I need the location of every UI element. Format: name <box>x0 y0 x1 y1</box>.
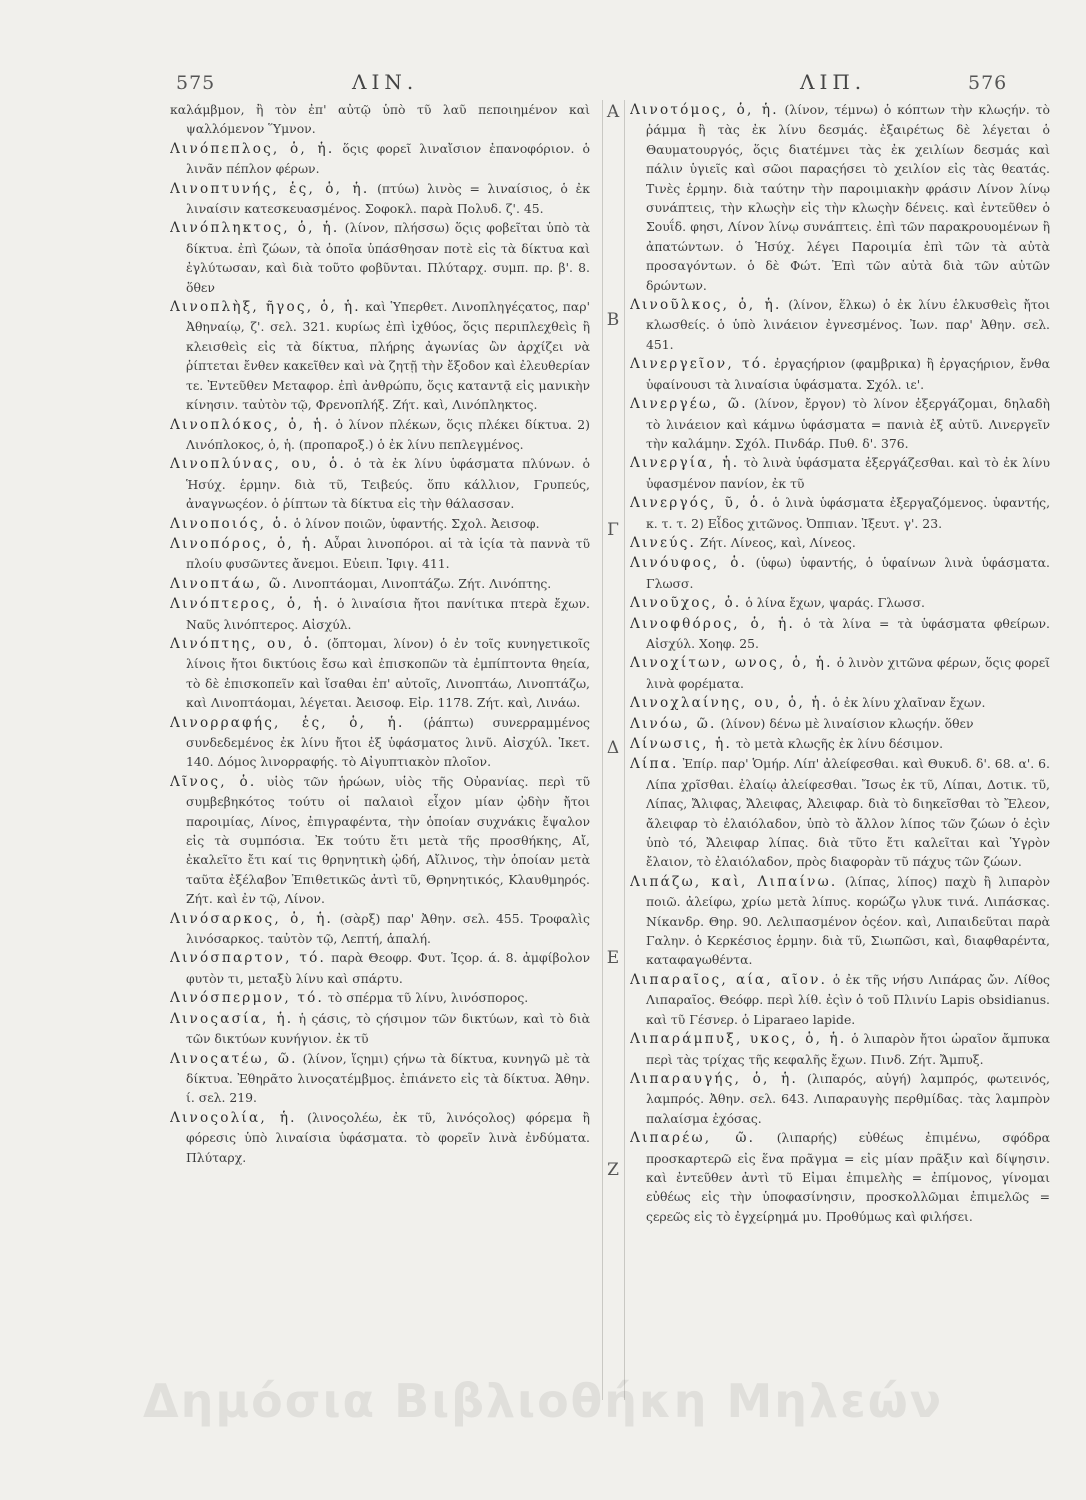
entry-definition: ὁ ἐκ τῆς νήσυ Λιπάρας ὤν. Λίθος Λιπαραῖος. Θεόφρ. περὶ λίθ. ἐςὶν ὁ τοῦ Πλινίυ Lapis obsidianus. καὶ τῦ Γέσνερ. ὁ Liparaeo lapide. <box>646 971 1050 1027</box>
entry-definition: ὅςις φορεῖ λιναἴσιον ἐπανοφόριον. ὁ λινᾶν πέπλον φέρων. <box>186 140 590 177</box>
right-page-number: 576 <box>968 72 1008 94</box>
entry-headword: Λινοτόμος, ὁ, ἡ. <box>630 102 779 118</box>
entry-definition: Λινοπτάομαι, Λινοπτάζω. Ζήτ. Λινόπτης. <box>292 575 552 591</box>
margin-letter-zeta: Ζ <box>607 1160 619 1180</box>
entry-definition: (λίπας, λίπος) παχὺ ἢ λιπαρὸν ποιῶ. ἀλείφω, χρίω μετὰ λίπυς. κορώζω γλυκ τινά. Λιπάσκας. Νίκανδρ. Θηρ. 90. Λελιπασμένον ὀςέον. καὶ, Λιπαιδεῦται παρὰ Γαλην. ὁ Κερκέσιος ἑρμην. διὰ τῦ, Σιωπῶσι, καὶ, διαφθαρέντα, καταφαγωθέντα. <box>646 873 1050 968</box>
entry-headword: Λινοπόρος, ὁ, ἡ. <box>170 535 319 552</box>
dictionary-entry <box>170 218 590 297</box>
right-running-head: ΛΙΠ. <box>800 70 867 94</box>
entry-definition: ἡ ςάσις, τὸ ςήσιμον τῶν δικτύων, καὶ τὸ διὰ τῶν δικτύων κυνήγιον. ἐκ τῦ <box>186 1010 590 1047</box>
dictionary-entry <box>170 1009 590 1049</box>
margin-rule-right <box>624 100 625 1400</box>
dictionary-entry <box>170 179 590 219</box>
dictionary-entry <box>630 354 1050 394</box>
entry-headword: Λιπαραυγής, ὁ, ἡ. <box>630 1070 798 1087</box>
dictionary-entry <box>630 1029 1050 1069</box>
dictionary-entry <box>170 909 590 949</box>
entry-headword: Λινοποιός, ὁ. <box>170 515 290 532</box>
entry-definition: καὶ Ὑπερθετ. Λινοπληγέςατος, παρ' Ἀθηναίῳ, ζ'. σελ. 321. κυρίως ἐπὶ ἰχθύος, ὅςις περιπλεχθεὶς ἢ κλεισθεὶς εἰς τὰ δίκτυα, πλήρης ἀγωνίας ὢν ἀρχίζει νὰ ῥίπτεται ἔνθεν κακεῖθεν καὶ νὰ ζητῇ τὴν ἔξοδον καὶ ἐλευθερίαν τε. Ἐντεῦθεν Μεταφορ. ἐπὶ ἀνθρώπυ, ὅςις καταντᾷ εἰς μανικὴν κίνησιν. ταὐτὸν τῷ, Φρενοπλήξ. Ζήτ. καὶ, Λινόπληκτος. <box>186 299 590 413</box>
entry-definition: (σὰρξ) παρ' Ἀθην. σελ. 455. Τροφαλὶς λινόσαρκος. ταὐτὸν τῷ, Λεπτή, ἁπαλή. <box>186 910 590 947</box>
entry-headword: Λίνωσις, ἡ. <box>630 736 733 752</box>
left-running-head: ΛΙΝ. <box>352 70 419 94</box>
entry-headword: Λινεύς. <box>630 534 697 551</box>
entry-definition: ὁ τὰ λίνα = τὰ ὑφάσματα φθείρων. Αἰσχύλ. Χοηφ. 25. <box>646 615 1050 651</box>
entry-definition: καλάμβμον, ἢ τὸν ἐπ' αὐτῷ ὑπὸ τῦ λαῦ πεποιημένον καὶ ψαλλόμενον Ὕμνον. <box>170 102 590 137</box>
entry-definition: (λίνον, πλήσσω) ὅςις φοβεῖται ὑπὸ τὰ δίκτυα. ἐπὶ ζώων, τὰ ὁποῖα ὑπάσθησαν ποτὲ εἰς τὰ δίκτυα καὶ ἐγλύτωσαν, καὶ διὰ τοῦτο φοβῦνται. Πλύταρχ. συμπ. πρ. β'. 8. ὅθεν <box>186 220 590 295</box>
entry-headword: Λιπαράμπυξ, υκος, ὁ, ἡ. <box>630 1031 847 1048</box>
dictionary-entry <box>630 533 1050 553</box>
entry-definition: παρὰ Θεοφρ. Φυτ. Ἱςορ. ά. 8. ἀμφίβολον φυτὸν τι, μεταξὺ λίνυ καὶ σπάρτυ. <box>186 950 590 986</box>
dictionary-entry <box>170 1049 590 1108</box>
entry-headword: Λινοπτυνής, ἑς, ὁ, ἡ. <box>170 180 370 197</box>
entry-headword: Λινοχίτων, ωνος, ὁ, ἡ. <box>630 655 833 672</box>
entry-definition: υἱὸς τῶν ἡρώων, υἱὸς τῆς Οὐρανίας. περὶ τῦ συμβεβηκότος τούτυ οἱ παλαιοὶ εἶχον μίαν ᾠδὴν ἤτοι παροιμίας, Λίνος, ἐπιγραφέντα, τὴν ὁποίαν συχνάκις ἔψαλον εἰς τὰ συμπόσια. Ἐκ τούτυ ἔτι μετὰ τῆς προσθήκης, Αἴ, ἐκαλεῖτο ἔτι καί τις θρηνητικὴ ᾠδή, Αἴλινος, τὴν ὁποίαν μετὰ ταῦτα ἐξέλαβον Ἐπιθετικῶς ἀντὶ τῦ, Θρηνητικός, Κλαυθμηρός. Ζήτ. καὶ ἐν τῷ, Λίνον. <box>186 773 590 907</box>
entry-definition: τὸ σπέρμα τῦ λίνυ, λινόσπορος. <box>327 990 529 1006</box>
margin-letter-delta: Δ <box>606 738 620 758</box>
entry-definition: Ἐπίρ. παρ' Ὁμήρ. Λίπ' ἀλείφεσθαι. καὶ Θυκυδ. δ'. 68. α'. 6. Λίπα χρῖσθαι. ἐλαίῳ ἀλείφεσθαι. Ἴσως ἐκ τῦ, Λίπαι, Δοτικ. τῦ, Λίπας, Ἄλιφας, Ἄλειφας, Ἀλειφαρ. διὰ τὸ διηκεῖσθαι τὸ Ἔλεον, ἄλειφαρ τὸ ἐλαιόλαδον, ὑπὸ τὸ ἄλλον λίπος τῶν ζώων ὁ ἐςὶν ὑπὸ τό, Ἄλειφαρ λίπας. διὰ τῦτο ἔτι καλεῖται καὶ Ὑγρὸν ἔλαιον, τὸ ἐλαιόλαδον, πρὸς διαφορὰν τῦ πάχυς τῶν ζώων. <box>646 756 1050 870</box>
entry-headword: Λινεργέω, ῶ. <box>630 396 748 413</box>
entry-headword: Λινοχλαίνης, ου, ὁ, ἡ. <box>630 695 829 712</box>
dictionary-entry <box>170 139 590 179</box>
entry-headword: Λιπάζω, καὶ, Λιπαίνω. <box>630 873 838 890</box>
dictionary-entry <box>630 1128 1050 1226</box>
margin-letter-epsilon: Ε <box>606 948 620 968</box>
dictionary-entry <box>170 713 590 772</box>
entry-definition: (λίνον, ἕλκω) ὁ ἐκ λίνυ ἑλκυσθεὶς ἤτοι κλωσθείς. ὁ ὑπὸ λινάειον ἐγνεσμένος. Ἰων. παρ' Ἀθην. σελ. 451. <box>646 297 1050 352</box>
left-page-number: 575 <box>176 72 216 94</box>
entry-definition: ἐργαςήριον (φαμβρικα) ἢ ἐργαςήριον, ἔνθα ὑφαίνουσι τὰ λιναίσια ὑφάσματα. Σχόλ. ιε'. <box>646 356 1050 392</box>
entry-definition: (λίνον, τέμνω) ὁ κόπτων τὴν κλωςήν. τὸ ῥάμμα ἢ τὰς ἐκ λίνυ δεσμάς. ἐξαιρέτως δὲ λέγεται ὁ Θαυματουργός, ὅςις διατέμνει τὰς ἐκ χειλίων δεσμάς καὶ πάλιν ὑγιεῖς καὶ σῶοι παραςήσει τὸ χειλίον εἰς τὰς θεατάς. Τινὲς ἑρμην. διὰ ταύτην τὴν παροιμιακὴν φράσιν Λίνον λίνῳ συνάπτεις, τὴν κλωςὴν εἰς τὴν κλωςὴν δένεις. καὶ ἐντεῦθεν ὁ Σουΐδ. φησι, Λίνον λίνῳ συνάπτεις. ἐπὶ τῶν παρακρουομένων ἢ ἀπατώντων. ὁ Ἡσύχ. λέγει Παροιμία ἐπὶ τῶν τὰ αὐτὰ προσαγόντων. ὁ δὲ Φώτ. Ἐπὶ τῶν αὐτὰ διὰ τῶν αὐτῶν δρώντων. <box>646 102 1050 293</box>
dictionary-entry <box>630 734 1050 754</box>
right-column <box>630 100 1050 1390</box>
entry-headword: Λινοπτάω, ῶ. <box>170 575 289 592</box>
entry-headword: Λινοπλύνας, ου, ὁ. <box>170 456 346 473</box>
dictionary-entry <box>630 453 1050 493</box>
entry-headword: Λινόσπαρτον, τό. <box>170 950 327 967</box>
entry-headword: Λινορραφής, ἑς, ὁ, ἡ. <box>170 714 405 731</box>
entry-definition: (λιπαρός, αὐγή) λαμπρός, φωτεινός, λαμπρός. Ἀθην. σελ. 643. Λιπαραυγὴς περθμίδας. τὰς λαμπρὸν παλαίσμα ἐχόσας. <box>646 1070 1050 1126</box>
entry-headword: Λινόπεπλος, ὁ, ἡ. <box>170 140 335 157</box>
margin-letter-beta: Β <box>606 310 620 330</box>
entry-definition: ὁ λίνον ποιῶν, ὑφαντής. Σχολ. Ἀεισοφ. <box>293 515 540 531</box>
entry-headword: Λινοῦχος, ὁ. <box>630 595 742 612</box>
entry-headword: Λινοςασία, ἡ. <box>170 1010 294 1027</box>
dictionary-entry <box>630 970 1050 1029</box>
dictionary-entry <box>630 394 1050 453</box>
entry-headword: Λίπα. <box>630 756 679 773</box>
entry-headword: Λιπαρέω, ῶ. <box>630 1130 756 1147</box>
entry-headword: Λινόπτερος, ὁ, ἡ. <box>170 596 331 613</box>
entry-headword: Λινοφθόρος, ὁ, ἡ. <box>630 615 796 632</box>
entry-headword: Λινοςατέω, ῶ. <box>170 1050 298 1067</box>
entry-definition: ὁ τὰ ἐκ λίνυ ὑφάσματα πλύνων. ὁ Ἡσύχ. ἑρμην. διὰ τῦ, Τειβεύς. ὅπυ κάλλιον, Γρυπεύς, ἀναγνωςέον. ὁ ῥίπτων τὰ δίκτυα εἰς τὴν θάλασσαν. <box>186 456 590 512</box>
margin-rule-left <box>602 100 603 1400</box>
entry-headword: Λινεργός, ῦ, ὁ. <box>630 495 767 512</box>
dictionary-entry <box>170 634 590 713</box>
dictionary-entry <box>170 772 590 909</box>
entry-definition: (ῥάπτω) συνερραμμένος συνδεδεμένος ἐκ λίνυ ἤτοι ἐξ ὑφάσματος λινῦ. Αἰσχύλ. Ἱκετ. 140. Δόμος λινορραφής. τὸ Αἰγυπτιακὸν πλοῖον. <box>186 714 590 770</box>
entry-headword: Λινοπλόκος, ὁ, ἡ. <box>170 416 331 433</box>
entry-headword: Λινοῦλκος, ὁ, ἡ. <box>630 297 782 314</box>
dictionary-entry <box>630 754 1050 871</box>
entry-definition: ὁ ἐκ λίνυ χλαῖναν ἔχων. <box>832 695 986 711</box>
entry-definition: ὁ λίνα ἔχων, ψαράς. Γλωσσ. <box>745 595 925 611</box>
entry-definition: (ὑφω) ὑφαντής, ὁ ὑφαίνων λινὰ ὑφάσματα. Γλωσσ. <box>646 555 1050 591</box>
dictionary-entry <box>170 594 590 634</box>
entry-definition: (λίνον, ἔργον) τὸ λίνον ἐξεργάζομαι, δηλαδὴ τὸ λινάειον καὶ κάμνω ὑφάσματα = πανιὰ ἐξ αὐτῦ. Λινεργεῖν τὴν καλάμην. Σχόλ. Πινδάρ. Πυθ. δ'. 376. <box>646 396 1050 451</box>
entry-definition: (ὄπτομαι, λίνον) ὁ ἐν τοῖς κυνηγετικοῖς λίνοις ἤτοι δικτύοις ἔσω καὶ ἐπισκοπῶν τὰ ἐμπίπτοντα θηεία, τὸ δὲ ἐπισκοπεῖν καὶ ἴσαθαι ἐπ' αὐτοῖς, Λινοπτάω, Λινοπτάζω, καὶ Λινοπτάομαι, λέγεται. Ἀεισοφ. Εἰρ. 1178. Ζήτ. καὶ, Λινάω. <box>186 635 590 711</box>
dictionary-entry <box>170 415 590 455</box>
dictionary-entry <box>170 1108 590 1167</box>
margin-letter-gamma: Γ <box>607 520 619 540</box>
entry-definition: ὁ λιπαρὸν ἤτοι ὡραῖον ἄμπυκα περὶ τὰς τρίχας τῆς κεφαλῆς ἔχων. Πινδ. Ζήτ. Ἄμπυξ. <box>646 1031 1050 1067</box>
dictionary-entry <box>630 1069 1050 1128</box>
dictionary-entry <box>630 653 1050 693</box>
entry-definition: ὁ λίνον πλέκων, ὅςις πλέκει δίκτυα. 2) Λινόπλοκος, ὁ, ἡ. (προπαροξ.) ὁ ἐκ λίνυ πεπλεγμένος. <box>186 416 590 452</box>
left-column <box>170 100 590 1330</box>
entry-definition: (πτύω) λινὸς = λιναίσιος, ὁ ἐκ λιναίσιν κατεσκευασμένος. Σοφοκλ. παρὰ Πολυδ. ζ'. 45. <box>186 180 590 217</box>
entry-definition: τὸ λινὰ ὑφάσματα ἐξεργάζεσθαι. καὶ τὸ ἐκ λίνυ ὑφασμένον πανίον, ἐκ τῦ <box>646 455 1050 491</box>
dictionary-entry <box>170 454 590 513</box>
margin-letter-alpha: Α <box>606 102 620 122</box>
dictionary-entry <box>170 948 590 988</box>
entry-headword: Λινόσαρκος, ὁ, ἡ. <box>170 910 334 927</box>
entry-definition: (λίνον, ἵςημι) ςήνω τὰ δίκτυα, κυνηγῶ μὲ τὰ δίκτυα. Ἐθηρᾶτο λινοςατέμβμος. ἐπιάνετο εἰς τὰ δίκτυα. Ἀθην. ί. σελ. 219. <box>186 1050 590 1106</box>
entry-definition: (λιπαρής) εὐθέως ἐπιμένω, σφόδρα προσκαρτερῶ εἰς ἕνα πρᾶγμα = εἰς μίαν πρᾶξιν καὶ δίψησιν. καὶ ἐντεῦθεν ἀντὶ τῦ Εἰμαι ἐπιμελὴς = ἐπίμονος, γίνομαι εὐθέως εἰς τὴν ὑποφασίνησιν, προσκολλῶμαι ἐπιμελῶς = ςερεῶς εἰς τὸ ἐγχείρημά μυ. Προθύμως καὶ φιλήσει. <box>646 1130 1050 1224</box>
dictionary-entry <box>630 714 1050 734</box>
entry-headword: Λιπαραῖος, αία, αῖον. <box>630 971 828 988</box>
dictionary-entry <box>170 988 590 1008</box>
dictionary-entry <box>170 100 590 139</box>
entry-definition: ὁ λινὰ ὑφάσματα ἐξεργαζόμενος. ὑφαντής, κ. τ. τ. 2) Εἶδος χιτῶνος. Ὀππιαν. Ἰξευτ. γ'. 23. <box>646 495 1050 531</box>
dictionary-entry <box>630 614 1050 654</box>
entry-headword: Λινεργεῖον, τό. <box>630 356 769 373</box>
dictionary-entry <box>630 553 1050 593</box>
dictionary-entry <box>630 593 1050 613</box>
dictionary-entry <box>630 872 1050 970</box>
dictionary-entry <box>170 534 590 574</box>
dictionary-entry <box>170 297 590 414</box>
dictionary-entry <box>630 493 1050 533</box>
entry-headword: Λινοπλὴξ, ῆγος, ὁ, ἡ. <box>170 299 361 316</box>
entry-definition: Ζήτ. Λίνεος, καὶ, Λίνεος. <box>700 534 856 550</box>
dictionary-entry <box>170 574 590 594</box>
entry-definition: (λίνον) δένω μὲ λιναίσιον κλωςήν. ὅθεν <box>720 715 974 731</box>
entry-headword: Λινόπληκτος, ὁ, ἡ. <box>170 220 340 237</box>
entry-headword: Λινόω, ῶ. <box>630 715 717 732</box>
entry-definition: Αὖραι λινοπόροι. αἱ τὰ ἱςία τὰ παννὰ τῦ πλοίυ φυσῶντες ἄνεμοι. Εὐειπ. Ἰφιγ. 411. <box>186 535 590 572</box>
entry-headword: Λινοςολία, ἡ. <box>170 1109 297 1126</box>
entry-headword: Λῖνος, ὁ. <box>170 773 257 790</box>
dictionary-entry <box>630 100 1050 295</box>
entry-headword: Λινεργία, ἡ. <box>630 455 740 472</box>
dictionary-entry <box>630 693 1050 713</box>
entry-headword: Λινόσπερμον, τό. <box>170 990 324 1007</box>
entry-headword: Λινόπτης, ου, ὁ. <box>170 635 321 652</box>
dictionary-entry <box>630 295 1050 354</box>
entry-definition: (λινοςολέω, ἐκ τῦ, λινόςολος) φόρεμα ἢ φόρεσις ὑπὸ λιναίσια ὑφάσματα. τὸ φορεῖν λινὰ ἐνδύματα. Πλύταρχ. <box>186 1109 590 1165</box>
entry-definition: ὁ λινὸν χιτῶνα φέρων, ὅςις φορεῖ λινὰ φορέματα. <box>646 655 1050 691</box>
library-watermark: Δημόσια Βιβλιοθήκη Μηλεών <box>142 1374 944 1428</box>
entry-definition: τὸ μετὰ κλωςῆς ἐκ λίνυ δέσιμον. <box>735 736 944 751</box>
dictionary-entry <box>170 514 590 534</box>
entry-headword: Λινόυφος, ὁ. <box>630 555 748 572</box>
entry-definition: ὁ λιναίσια ἤτοι πανίτικα πτερὰ ἔχων. Ναῦς λινόπτερος. Αἰσχύλ. <box>186 596 590 632</box>
